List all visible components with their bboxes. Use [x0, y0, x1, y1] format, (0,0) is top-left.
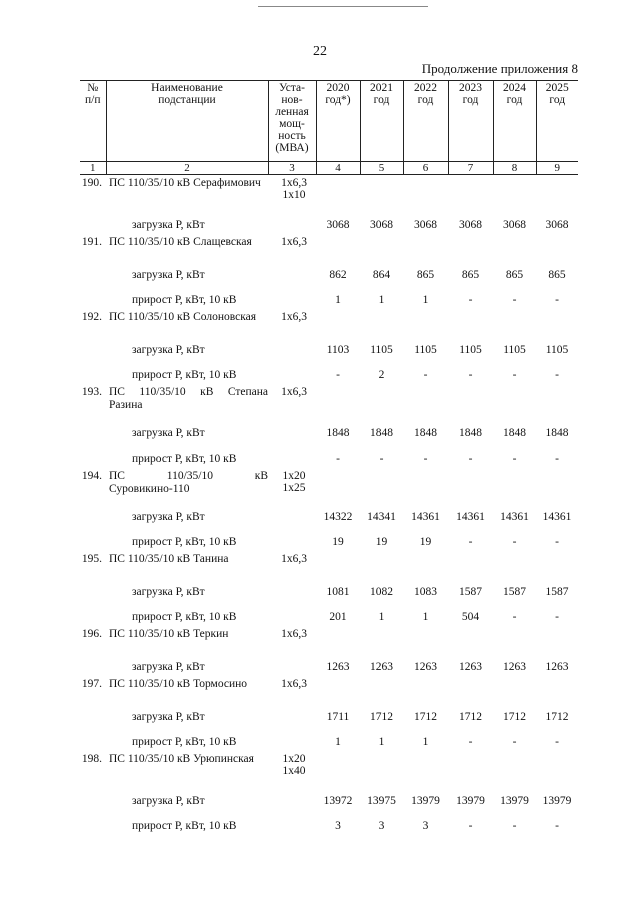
column-number: 5 [360, 162, 403, 175]
value-cell [536, 751, 578, 785]
installed-capacity [268, 576, 316, 601]
value-cell [316, 309, 360, 334]
value-cell: 1105 [503, 343, 526, 356]
value-cell: 1712 [414, 710, 437, 723]
value-cell: 14361 [411, 510, 440, 523]
value-cell [360, 751, 403, 785]
header-row [80, 81, 578, 162]
value-cell: 864 [372, 268, 391, 281]
value-cell: - [423, 452, 428, 465]
row-number: 193. [81, 385, 102, 398]
value-cell: 1 [422, 735, 429, 748]
value-cell: 862 [329, 268, 347, 281]
metric-label: прирост Р, кВт, 10 кВ [132, 535, 237, 548]
row-number [80, 501, 106, 526]
value-cell: - [555, 452, 559, 465]
metric-row [80, 501, 578, 526]
value-cell [316, 175, 360, 209]
value-cell: 1 [378, 735, 385, 748]
substation-name: ПС 110/35/10 кВ Солоновская [109, 310, 257, 323]
value-cell: 19 [332, 535, 344, 548]
substation-name: ПС 110/35/10 кВ Теркин [109, 627, 229, 640]
value-cell [316, 551, 360, 576]
substation-row [80, 751, 578, 785]
metric-label: прирост Р, кВт, 10 кВ [132, 452, 237, 465]
value-cell [403, 676, 448, 701]
value-cell: 1081 [326, 585, 350, 598]
value-cell: 14361 [500, 510, 529, 523]
value-cell: 1105 [459, 343, 482, 356]
metric-row [80, 359, 578, 384]
value-cell: 1712 [545, 710, 569, 723]
value-cell: 1848 [326, 426, 350, 439]
value-cell: 3 [422, 819, 429, 832]
substation-row [80, 551, 578, 576]
row-number [80, 443, 106, 468]
value-cell: 1 [422, 293, 429, 306]
metric-row [80, 417, 578, 443]
value-cell [448, 175, 493, 209]
value-cell: 13979 [500, 794, 529, 807]
value-cell: - [512, 610, 517, 623]
installed-capacity: 1x20 1x40 [282, 752, 306, 777]
value-cell: 1105 [370, 343, 393, 356]
substation-name: ПС 110/35/10 кВ Урюпинская [109, 752, 254, 765]
value-cell [403, 234, 448, 259]
metric-row [80, 259, 578, 284]
value-cell [360, 676, 403, 701]
value-cell: 3 [335, 819, 341, 832]
installed-capacity: 1x6,3 [281, 677, 307, 690]
value-cell: 3 [378, 819, 385, 832]
value-cell: 1848 [370, 426, 393, 439]
substation-row [80, 676, 578, 701]
value-cell: - [512, 368, 517, 381]
row-number [80, 651, 106, 676]
value-cell: 865 [416, 268, 435, 281]
value-cell [536, 551, 578, 576]
value-cell: 3068 [326, 218, 350, 231]
metric-label: загрузка Р, кВт [132, 710, 205, 723]
row-number [80, 526, 106, 551]
metric-row [80, 785, 578, 810]
value-cell [493, 626, 536, 651]
row-number [80, 209, 106, 234]
value-cell [448, 551, 493, 576]
row-number [80, 284, 106, 309]
installed-capacity: 1x20 1x25 [282, 469, 306, 494]
column-number-row [80, 162, 578, 175]
metric-row [80, 526, 578, 551]
value-cell: 1105 [545, 343, 569, 356]
value-cell [316, 676, 360, 701]
metric-label: загрузка Р, кВт [132, 218, 205, 231]
value-cell [448, 384, 493, 417]
installed-capacity [268, 651, 316, 676]
installed-capacity [268, 209, 316, 234]
installed-capacity [268, 810, 316, 835]
table-body [80, 175, 578, 835]
row-number [80, 701, 106, 726]
value-cell: 1263 [326, 660, 350, 673]
value-cell [316, 626, 360, 651]
col-header-2020: 2020 год*) [316, 81, 360, 162]
value-cell: - [468, 368, 473, 381]
metric-label: прирост Р, кВт, 10 кВ [132, 293, 237, 306]
metric-label: загрузка Р, кВт [132, 426, 205, 439]
value-cell: 865 [548, 268, 566, 281]
value-cell [316, 751, 360, 785]
metric-label: загрузка Р, кВт [132, 660, 205, 673]
installed-capacity: 1x6,3 1x10 [281, 177, 307, 201]
installed-capacity [268, 726, 316, 751]
installed-capacity [268, 601, 316, 626]
substation-name: ПС 110/35/10 кВ Серафимович [109, 177, 261, 189]
row-number: 194. [81, 469, 102, 482]
value-cell [360, 309, 403, 334]
substation-row [80, 309, 578, 334]
row-number [80, 334, 106, 359]
value-cell: 1 [422, 610, 429, 623]
value-cell: 13979 [542, 794, 572, 807]
metric-row [80, 726, 578, 751]
metric-label: прирост Р, кВт, 10 кВ [132, 368, 237, 381]
value-cell: - [336, 368, 340, 381]
value-cell: 1263 [370, 660, 393, 673]
row-number: 197. [81, 677, 102, 690]
row-number: 196. [81, 627, 102, 640]
value-cell: - [555, 368, 559, 381]
col-header-2024: 2024 год [493, 81, 536, 162]
value-cell: - [468, 452, 473, 465]
value-cell: - [468, 735, 473, 748]
value-cell [360, 551, 403, 576]
continuation-note: Продолжение приложения 8 [421, 61, 578, 76]
value-cell [448, 676, 493, 701]
value-cell [448, 751, 493, 785]
value-cell [403, 551, 448, 576]
column-number: 1 [80, 162, 106, 175]
metric-row [80, 284, 578, 309]
row-number: 190. [81, 177, 102, 189]
value-cell: 13975 [367, 794, 396, 807]
value-cell: 1848 [545, 426, 569, 439]
row-number: 198. [81, 752, 102, 765]
metric-label: загрузка Р, кВт [132, 794, 205, 807]
value-cell: - [468, 293, 473, 306]
value-cell: - [423, 368, 428, 381]
value-cell [536, 175, 578, 209]
value-cell: 1848 [503, 426, 526, 439]
value-cell: - [555, 735, 559, 748]
value-cell: 1083 [414, 585, 437, 598]
value-cell: - [512, 293, 517, 306]
substation-name: ПС 110/35/10 кВ Тормосино [109, 677, 248, 690]
column-number: 4 [316, 162, 360, 175]
substation-name: ПС 110/35/10 кВ Танина [109, 552, 229, 565]
value-cell: - [555, 293, 559, 306]
value-cell [448, 468, 493, 501]
row-number [80, 726, 106, 751]
installed-capacity [268, 701, 316, 726]
installed-capacity [268, 259, 316, 284]
value-cell [536, 234, 578, 259]
metric-label: загрузка Р, кВт [132, 268, 205, 281]
scan-edge-line [258, 6, 428, 7]
value-cell [448, 309, 493, 334]
substation-name: ПС 110/35/10 кВ Суровикино-110 [109, 469, 268, 495]
value-cell [360, 234, 403, 259]
installed-capacity [268, 359, 316, 384]
value-cell: 1587 [503, 585, 526, 598]
metric-row [80, 334, 578, 359]
value-cell: - [379, 452, 384, 465]
value-cell [536, 309, 578, 334]
value-cell [360, 384, 403, 417]
value-cell [536, 676, 578, 701]
installed-capacity: 1x6,3 [281, 552, 307, 565]
substation-row [80, 468, 578, 501]
value-cell: 1 [378, 293, 385, 306]
value-cell: 1712 [370, 710, 393, 723]
metric-row [80, 651, 578, 676]
value-cell [403, 626, 448, 651]
metric-label: прирост Р, кВт, 10 кВ [132, 610, 237, 623]
value-cell: - [512, 452, 517, 465]
value-cell [403, 468, 448, 501]
row-number: 191. [81, 235, 102, 248]
value-cell [493, 309, 536, 334]
value-cell [493, 551, 536, 576]
col-header-capacity: Уста- нов- ленная мощ- ность (МВА) [268, 81, 316, 162]
installed-capacity [268, 526, 316, 551]
value-cell: 865 [505, 268, 524, 281]
value-cell: 13972 [323, 794, 353, 807]
metric-row [80, 209, 578, 234]
metric-row [80, 810, 578, 835]
value-cell: 201 [329, 610, 347, 623]
value-cell [360, 175, 403, 209]
installed-capacity [268, 443, 316, 468]
col-header-2025: 2025 год [536, 81, 578, 162]
metric-row [80, 576, 578, 601]
value-cell: - [512, 735, 517, 748]
value-cell [403, 751, 448, 785]
col-header-2021: 2021 год [360, 81, 403, 162]
value-cell [493, 384, 536, 417]
value-cell [316, 468, 360, 501]
value-cell: 1263 [503, 660, 526, 673]
row-number [80, 576, 106, 601]
metric-row [80, 601, 578, 626]
value-cell [493, 468, 536, 501]
value-cell [493, 234, 536, 259]
value-cell: 1105 [414, 343, 437, 356]
installed-capacity [268, 785, 316, 810]
value-cell: - [512, 819, 517, 832]
installed-capacity: 1x6,3 [281, 627, 307, 640]
value-cell: 1587 [545, 585, 569, 598]
value-cell: 1103 [326, 343, 350, 356]
row-number: 192. [81, 310, 102, 323]
substation-row [80, 175, 578, 209]
value-cell [403, 309, 448, 334]
installed-capacity [268, 334, 316, 359]
metric-label: прирост Р, кВт, 10 кВ [132, 819, 237, 832]
value-cell [493, 676, 536, 701]
value-cell: 1711 [326, 710, 350, 723]
row-number [80, 417, 106, 443]
installed-capacity: 1x6,3 [281, 235, 307, 248]
value-cell: 2 [378, 368, 385, 381]
value-cell: 1848 [459, 426, 482, 439]
row-number [80, 785, 106, 810]
metric-label: загрузка Р, кВт [132, 343, 205, 356]
value-cell: 14341 [367, 510, 396, 523]
value-cell [448, 626, 493, 651]
value-cell: 865 [461, 268, 480, 281]
value-cell: - [512, 535, 517, 548]
value-cell: - [468, 535, 473, 548]
value-cell: - [555, 535, 559, 548]
installed-capacity [268, 417, 316, 443]
value-cell: 1263 [545, 660, 569, 673]
value-cell: 1082 [370, 585, 393, 598]
substation-row [80, 626, 578, 651]
value-cell: 1848 [414, 426, 437, 439]
column-number: 3 [268, 162, 316, 175]
value-cell [493, 175, 536, 209]
value-cell: 19 [419, 535, 432, 548]
value-cell: 1 [378, 610, 385, 623]
value-cell [448, 234, 493, 259]
substation-row [80, 384, 578, 417]
value-cell: 14361 [456, 510, 485, 523]
metric-label: загрузка Р, кВт [132, 585, 205, 598]
substation-load-table [80, 80, 578, 835]
metric-row [80, 701, 578, 726]
col-header-name: Наименование подстанции [106, 81, 268, 162]
value-cell [403, 384, 448, 417]
value-cell: - [555, 610, 559, 623]
value-cell [403, 175, 448, 209]
substation-name: ПС 110/35/10 кВ Слащевская [109, 235, 252, 248]
value-cell [316, 234, 360, 259]
value-cell: 3068 [370, 218, 393, 231]
value-cell [360, 468, 403, 501]
value-cell: 1712 [503, 710, 526, 723]
value-cell [316, 384, 360, 417]
value-cell: 1712 [459, 710, 482, 723]
installed-capacity: 1x6,3 [281, 385, 307, 398]
value-cell: 1 [335, 293, 341, 306]
value-cell [493, 751, 536, 785]
installed-capacity [268, 284, 316, 309]
value-cell [360, 626, 403, 651]
metric-label: загрузка Р, кВт [132, 510, 205, 523]
col-header-number: № п/п [80, 81, 106, 162]
value-cell: - [555, 819, 559, 832]
value-cell: 504 [461, 610, 480, 623]
row-number [80, 810, 106, 835]
substation-row [80, 234, 578, 259]
value-cell [536, 384, 578, 417]
installed-capacity [268, 501, 316, 526]
substation-name: ПС 110/35/10 кВ Степана Разина [109, 385, 268, 411]
row-number [80, 359, 106, 384]
metric-row [80, 443, 578, 468]
value-cell: 1263 [459, 660, 482, 673]
installed-capacity: 1x6,3 [281, 310, 307, 323]
col-header-2022: 2022 год [403, 81, 448, 162]
value-cell: 14361 [542, 510, 572, 523]
column-number: 6 [403, 162, 448, 175]
value-cell: 3068 [459, 218, 482, 231]
page-number: 22 [313, 44, 327, 59]
column-number: 9 [536, 162, 578, 175]
value-cell: 19 [375, 535, 388, 548]
value-cell: 3068 [545, 218, 569, 231]
value-cell [536, 468, 578, 501]
value-cell: 3068 [503, 218, 526, 231]
row-number [80, 601, 106, 626]
value-cell: 13979 [411, 794, 440, 807]
value-cell [536, 626, 578, 651]
value-cell: 3068 [414, 218, 437, 231]
value-cell: 1 [335, 735, 341, 748]
value-cell: - [336, 452, 340, 465]
column-number: 8 [493, 162, 536, 175]
value-cell: 1263 [414, 660, 437, 673]
value-cell: 14322 [323, 510, 353, 523]
value-cell: - [468, 819, 473, 832]
metric-label: прирост Р, кВт, 10 кВ [132, 735, 237, 748]
row-number [80, 259, 106, 284]
column-number: 2 [106, 162, 268, 175]
value-cell: 1587 [459, 585, 482, 598]
column-number: 7 [448, 162, 493, 175]
col-header-2023: 2023 год [448, 81, 493, 162]
value-cell: 13979 [456, 794, 485, 807]
row-number: 195. [81, 552, 102, 565]
